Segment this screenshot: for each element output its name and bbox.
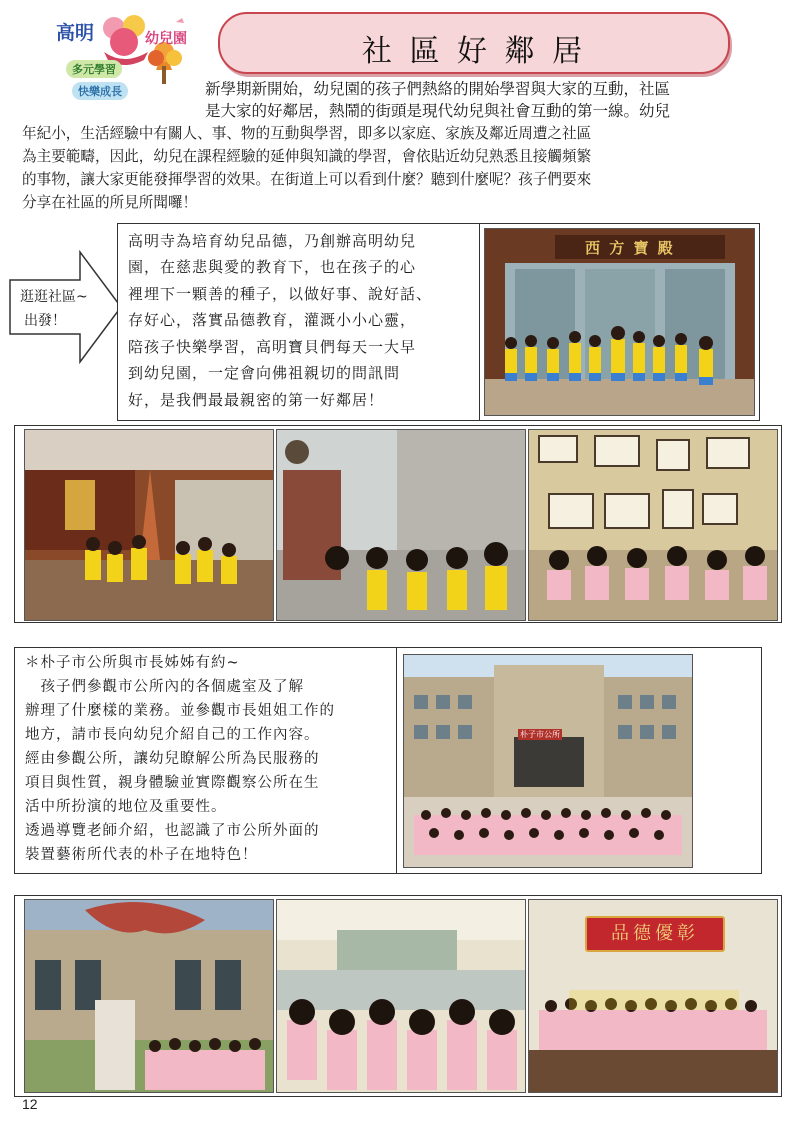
- temple-line-1: 高明寺為培育幼兒品德，乃創辦高明幼兒: [128, 232, 417, 250]
- intro-line-5: 的事物，讓大家更能發揮學習的效果。在街道上可以看到什麼？聽到什麼呢？孩子們要來: [22, 171, 592, 188]
- intro-line-1: 新學期新開始，幼兒園的孩子們熱絡的開始學習與大家的互動，社區: [205, 80, 671, 98]
- temple-hall-photo: [24, 429, 274, 621]
- temple-line-5: 陪孩子快樂學習，高明寶貝們每天一大早: [128, 338, 417, 356]
- temple-line-2: 園，在慈悲與愛的教育下，也在孩子的心: [128, 258, 417, 276]
- cityhall-line-6: 項目與性質，親身體驗並實際觀察公所在生: [25, 775, 320, 791]
- logo-name-right: 幼兒園: [145, 31, 187, 47]
- temple-sign: 西 方 寶 殿: [585, 239, 675, 257]
- cityhall-line-1: ＊朴子市公所與市長姊姊有約~: [25, 655, 240, 671]
- temple-line-6: 到幼兒園，一定會向佛祖親切的問訊問: [128, 364, 401, 382]
- intro-line-4: 為主要範疇，因此，幼兒在課程經驗的延伸與知識的學習，會依貼近幼兒熟悉且接觸頻繁: [22, 148, 592, 165]
- arrow-text-line-2: 出發！: [24, 313, 66, 329]
- intro-line-2: 是大家的好鄰居，熱鬧的街頭是現代幼兒與社會互動的第一線。幼兒: [205, 102, 671, 120]
- title-banner: [218, 12, 730, 74]
- page-number: 12: [22, 1096, 38, 1112]
- logo-tag-bottom: 快樂成長: [72, 82, 128, 100]
- outdoor-sculpture-photo: [24, 899, 274, 1093]
- cityhall-line-4: 地方，請市長向幼兒介紹自己的工作內容。: [25, 727, 320, 743]
- temple-entrance-photo: [484, 228, 755, 416]
- cityhall-text-box: [14, 647, 398, 874]
- cityhall-line-8: 透過導覽老師介紹，也認識了市公所外面的: [25, 823, 320, 839]
- logo-tag-top: 多元學習: [66, 60, 122, 78]
- temple-text-box: [117, 223, 481, 421]
- cityhall-building-photo: [403, 654, 693, 868]
- cityhall-line-3: 辦理了什麼樣的業務。並參觀市長姐姐工作的: [25, 703, 335, 719]
- temple-line-4: 存好心，落實品德教育，灌溉小小心靈，: [128, 311, 417, 329]
- logo-name-left: 高明: [56, 22, 95, 44]
- right-arrow-icon: [8, 250, 123, 364]
- intro-line-3: 年紀小，生活經驗中有關人、事、物的互動與學習，即多以家庭、家族及鄰近周遭之社區: [22, 125, 592, 142]
- office-visit-photo: [276, 899, 526, 1093]
- bronze-bust-photo: [276, 429, 526, 621]
- cityhall-line-5: 經由參觀公所，讓幼兒瞭解公所為民服務的: [25, 751, 320, 767]
- honor-banner-text: 品德優彰: [611, 923, 699, 944]
- mayor-office-photo: [528, 899, 778, 1093]
- cityhall-sign: 朴子市公所: [520, 730, 560, 739]
- temple-line-3: 裡埋下一顆善的種子，以做好事、說好話、: [128, 285, 433, 303]
- art-gallery-photo: [528, 429, 778, 621]
- arrow-callout: [8, 250, 123, 364]
- cityhall-photo-frame: [396, 647, 762, 874]
- cityhall-line-2: 孩子們參觀市公所內的各個處室及了解: [25, 679, 304, 695]
- cityhall-line-7: 活中所扮演的地位及重要性。: [25, 799, 227, 815]
- intro-line-6: 分享在社區的所見所聞囉！: [22, 194, 198, 211]
- cityhall-line-9: 裝置藝術所代表的朴子在地特色！: [25, 847, 258, 863]
- honor-banner: [585, 916, 725, 952]
- temple-line-7: 好，是我們最最親密的第一好鄰居！: [128, 391, 385, 409]
- page-title: 社 區 好 鄰 居: [361, 34, 587, 69]
- temple-photo-frame: [479, 223, 760, 421]
- arrow-text-line-1: 逛逛社區~: [20, 289, 88, 305]
- kindergarten-logo: [52, 8, 202, 108]
